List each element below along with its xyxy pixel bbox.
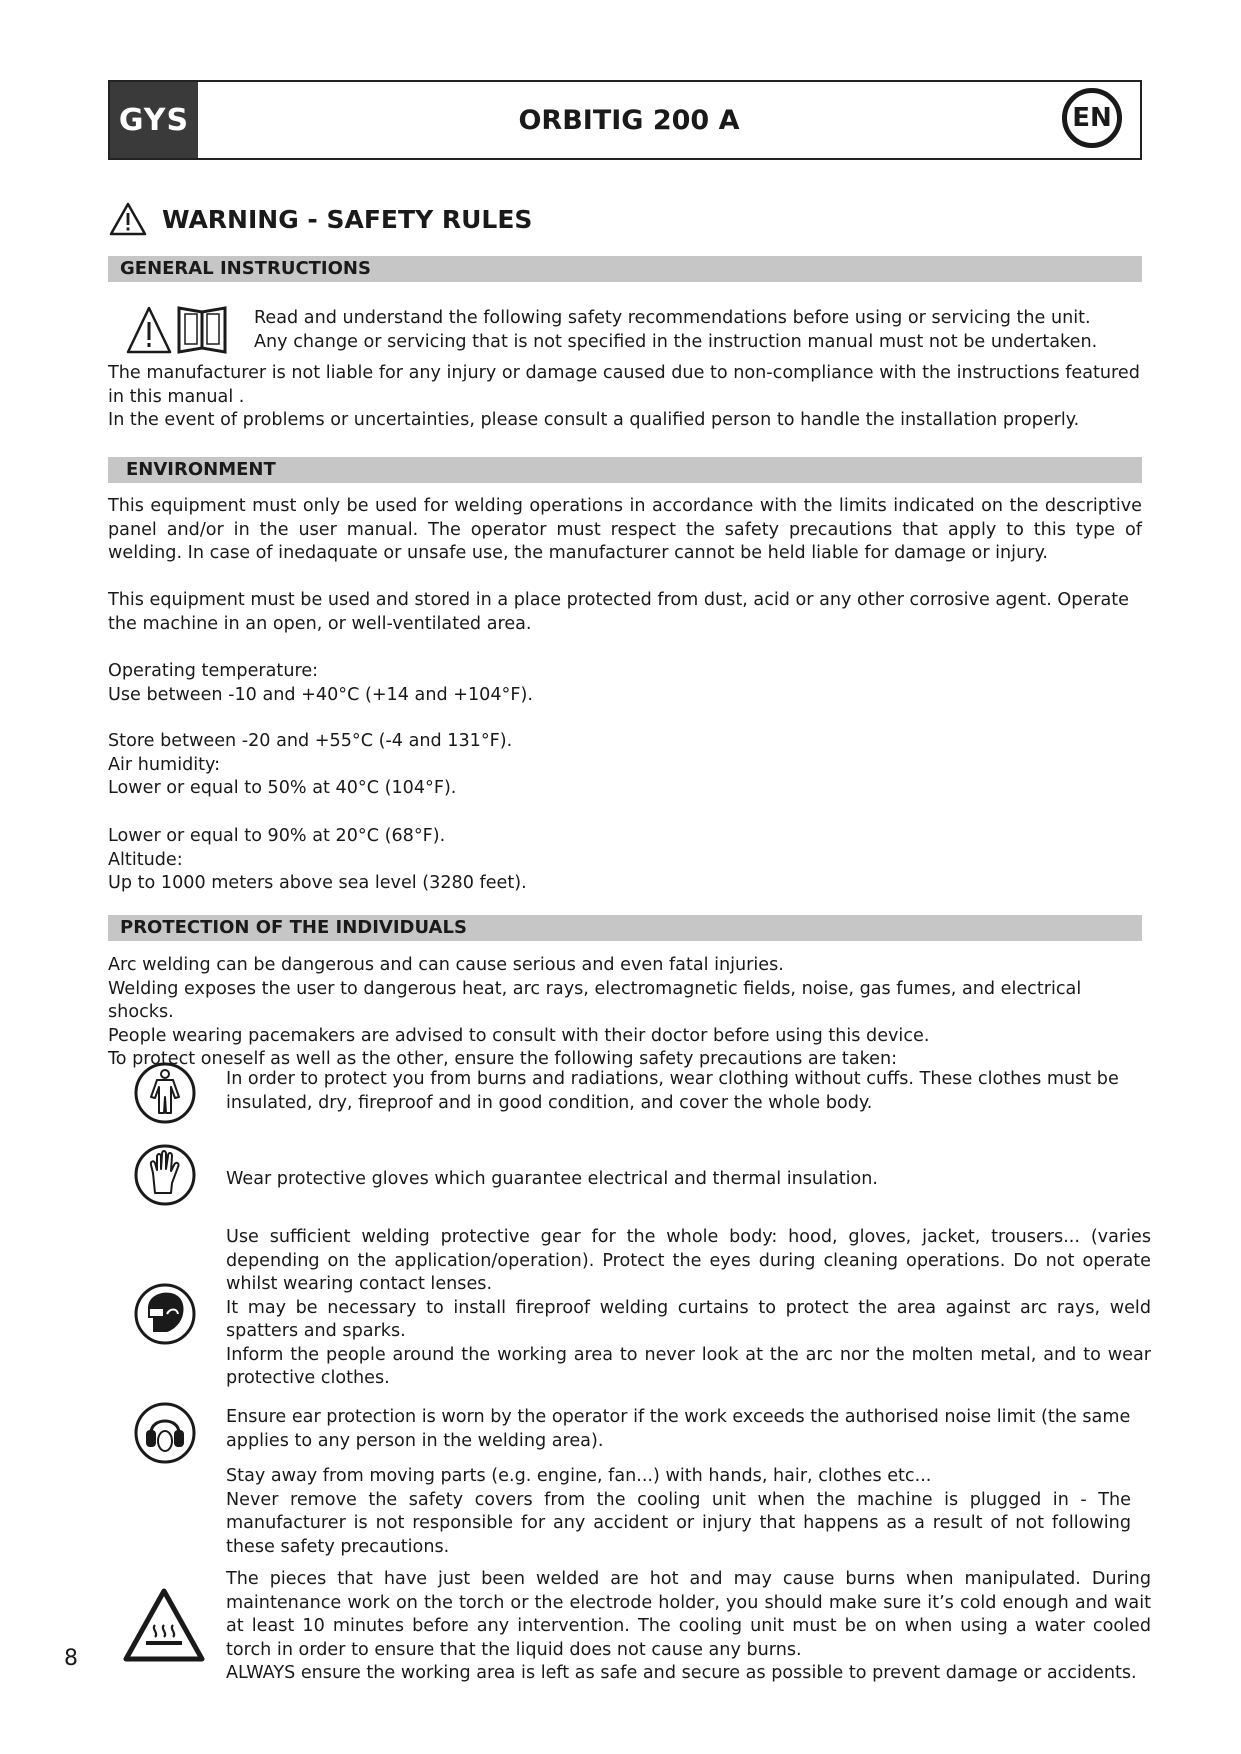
environment-storage-humidity	[108, 730, 1008, 801]
language-badge: EN	[1062, 88, 1122, 148]
protection-intro	[108, 954, 1148, 1072]
page-number: 8	[64, 1646, 78, 1671]
environment-line: Operating temperature:	[108, 661, 319, 681]
hot-surface-warning-icon	[122, 1587, 206, 1663]
protection-intro-line: Arc welding can be dangerous and can cause serious and even fatal injuries.	[108, 955, 784, 975]
environment-line: Altitude:	[108, 849, 183, 870]
protection-hot-pieces-line: The pieces that have just been welded are hot and may cause burns when manipulated. During maintenance work on the torch or the electrode holder, you should make sure it’s cold enough and wait at least 10 minutes before any intervention. The cooling unit must be on when using a water cooled torch in order to ensure that the liquid does not cause any burns.	[226, 1569, 1151, 1660]
general-intro-line: Read and understand the following safety recommendations before using or servicing the unit.	[254, 308, 1091, 328]
warning-title: WARNING - SAFETY RULES	[162, 204, 533, 234]
document-title: ORBITIG 200 A	[518, 104, 740, 136]
protection-gear-line: Inform the people around the working area to never look at the arc nor the molten metal, and to wear protective clothes.	[226, 1344, 1151, 1388]
section-general-heading: GENERAL INSTRUCTIONS	[108, 256, 1142, 282]
general-intro	[254, 307, 1154, 354]
protection-moving-parts-line: Never remove the safety covers from the cooling unit when the machine is plugged in - The manufacturer is not responsible for any accident or injury that happens as a result of not following these safety precautions.	[226, 1489, 1131, 1557]
environment-line: Lower or equal to 90% at 20°C (68°F).	[108, 826, 446, 846]
environment-line: Air humidity:	[108, 754, 221, 775]
logo-text: GYS	[118, 102, 190, 138]
general-body-line: The manufacturer is not liable for any injury or damage caused due to non-compliance with the instructions featured in this manual .	[108, 363, 1140, 407]
general-intro-line: Any change or servicing that is not specified in the instruction manual must not be undertaken.	[254, 331, 1098, 352]
protection-hot-pieces-text	[226, 1568, 1151, 1686]
warning-triangle-icon	[108, 201, 148, 237]
warning-read-manual-icon	[125, 302, 235, 358]
general-body	[108, 362, 1142, 433]
protection-ear-text: Ensure ear protection is worn by the operator if the work exceeds the authorised noise limit (the same applies to any person in the welding area).	[226, 1407, 1131, 1451]
protection-intro-line: People wearing pacemakers are advised to consult with their doctor before using this device.	[108, 1025, 930, 1046]
brand-logo	[110, 82, 198, 158]
environment-line: Up to 1000 meters above sea level (3280 feet).	[108, 873, 527, 893]
ear-protection-icon	[133, 1401, 197, 1465]
protection-intro-line: To protect oneself as well as the other, ensure the following safety precautions are taken:	[108, 1049, 898, 1069]
environment-line: Lower or equal to 50% at 40°C (104°F).	[108, 778, 457, 798]
protection-moving-parts-line: Stay away from moving parts (e.g. engine, fan...) with hands, hair, clothes etc...	[226, 1466, 932, 1486]
environment-line: Use between -10 and +40°C (+14 and +104°F).	[108, 684, 533, 705]
section-environment-heading: ENVIRONMENT	[108, 457, 1142, 483]
environment-paragraph: This equipment must be used and stored in a place protected from dust, acid or any other corrosive agent. Operate the machine in an open, or well-ventilated area.	[108, 590, 1129, 634]
page-header	[108, 80, 1142, 160]
protection-gear-line: Use sufficient welding protective gear for the whole body: hood, gloves, jacket, trousers... (varies depending on the application/operation). Protect the eyes during cleaning operations. Do not operate whilst wearing contact lenses.	[226, 1227, 1151, 1294]
environment-operating-temperature	[108, 660, 1008, 707]
protection-gear-line: It may be necessary to install fireproof welding curtains to protect the area against arc rays, weld spatters and sparks.	[226, 1297, 1151, 1341]
protection-gear-text	[226, 1226, 1151, 1391]
protection-moving-parts-text	[226, 1465, 1131, 1559]
environment-line: Store between -20 and +55°C (-4 and 131°F).	[108, 731, 513, 751]
general-body-line: In the event of problems or uncertainties, please consult a qualified person to handle the installation properly.	[108, 410, 1080, 430]
protection-intro-line: Welding exposes the user to dangerous heat, arc rays, electromagnetic fields, noise, gas fumes, and electrical shocks.	[108, 978, 1082, 1022]
protection-gloves-text: Wear protective gloves which guarantee electrical and thermal insulation.	[226, 1169, 879, 1189]
protective-clothing-icon	[133, 1061, 197, 1125]
section-protection-heading: PROTECTION OF THE INDIVIDUALS	[108, 915, 1142, 941]
environment-paragraph: This equipment must only be used for welding operations in accordance with the limits indicated on the descriptive panel and/or in the user manual. The operator must respect the safety precautions that apply to this type of welding. In case of inedaquate or unsafe use, the manufacturer cannot be held liable for damage or injury.	[108, 496, 1142, 563]
protection-clothing-text: In order to protect you from burns and radiations, wear clothing without cuffs. These clothes must be insulated, dry, fireproof and in good condition, and cover the whole body.	[226, 1069, 1119, 1113]
environment-humidity-altitude	[108, 825, 1008, 896]
welding-mask-icon	[133, 1282, 197, 1346]
warning-heading	[108, 198, 532, 240]
protection-hot-pieces-line: ALWAYS ensure the working area is left as safe and secure as possible to prevent damage or accidents.	[226, 1663, 1137, 1683]
protective-gloves-icon	[133, 1143, 197, 1207]
